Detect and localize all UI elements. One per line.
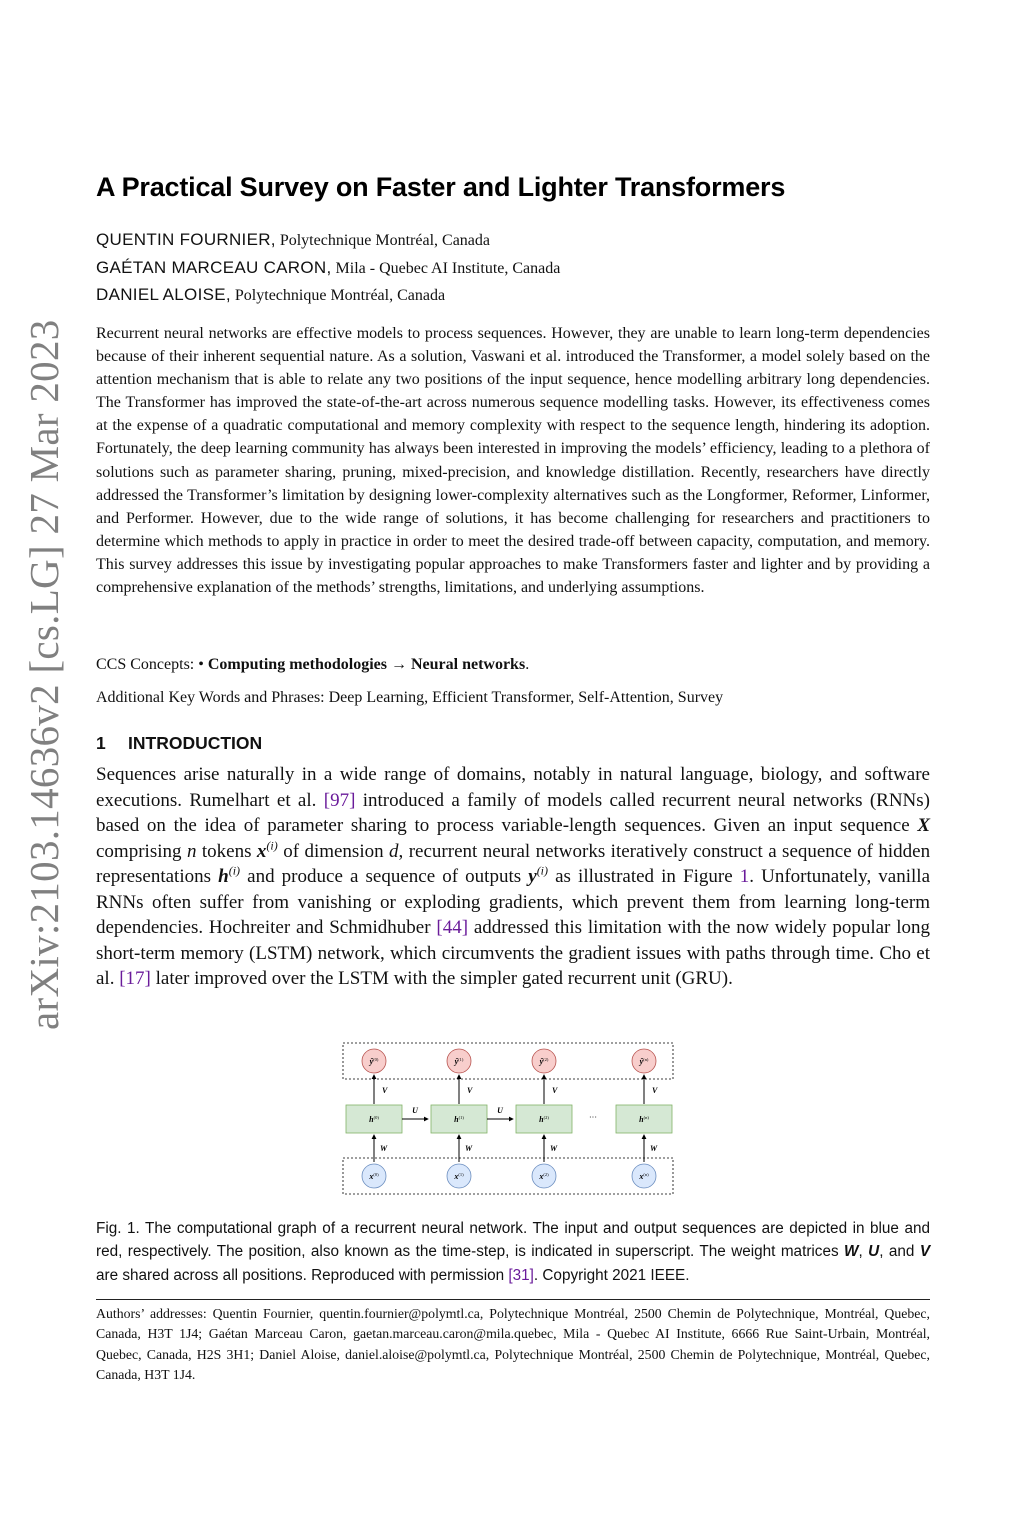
intro-paragraph: Sequences arise naturally in a wide range of domains, notably in natural language, biology, and software executions. Rumelhart et al. [97] introduced a family of models called recurrent neural networks (RNNs) based on the idea of parameter sharing to process variable-length sequences. Given an input sequence X comprising n tokens $x^{(i)}$ of dimension d, recurrent neural networks iteratively construct a sequence of hidden representations $h^{(i)}$ and produce a sequence of outputs $y^{(i)}$ as illustrated in Figure 1. Unfortunately, vanilla RNNs often suffer from vanishing or exploding gradients, which prevent them from learning long-term dependencies. Hochreiter and Schmidhuber [44] addressed this limitation with the now widely popular long short-term memory (LSTM) network, which circumvents the gradient issues with paths through time. Cho et al. [17] later improved over the LSTM with the simpler gated recurrent unit (GRU).: [96, 764, 931, 989]
citation-link[interactable]: [17]: [119, 968, 151, 989]
output-label: $ŷ^{(2)}$: [539, 1057, 549, 1066]
ccs-concept: Computing methodologies → Neural networks: [207, 656, 526, 673]
authors-addresses-footnote: Authors’ addresses: Quentin Fournier, quentin.fournier@polymtl.ca, Polytechnique Montréal, 2500 Chemin de Polytechnique, Montréal, Quebec, Canada, H3T 1J4; Gaétan Marceau Caron, gaetan.marceau.caron@mila.quebec, Mila - Quebec AI Institute, 6666 Rue Saint-Urbain, Montréal, Quebec, Canada, H2S 3H1; Daniel Aloise, daniel.aloise@polymtl.ca, Polytechnique Montréal, 2500 Chemin de Polytechnique, Montréal, Quebec, Canada, H3T 1J4.: [96, 1306, 930, 1382]
author-affiliation: Mila - Quebec AI Institute, Canada: [335, 260, 561, 277]
hidden-label: $h^{(0)}$: [369, 1115, 379, 1124]
ccs-concepts: [96, 656, 529, 674]
section-heading: [96, 733, 262, 754]
author-affiliation: Polytechnique Montréal, Canada: [279, 232, 490, 249]
ccs-end: .: [525, 656, 530, 673]
keywords: Additional Key Words and Phrases: Deep Learning, Efficient Transformer, Self-Attention, Survey: [96, 689, 724, 706]
weight-label-W: W: [550, 1144, 558, 1153]
math-d: d: [389, 840, 399, 862]
ellipsis: ···: [589, 1113, 597, 1122]
weight-label-U: U: [497, 1106, 503, 1115]
section-title: INTRODUCTION: [128, 733, 263, 753]
weight-label-V: V: [652, 1086, 658, 1095]
hidden-label: $h^{(2)}$: [539, 1115, 549, 1124]
input-label: $x^{(n)}$: [639, 1172, 649, 1181]
weight-label-U: U: [412, 1106, 418, 1115]
math-n: n: [186, 840, 197, 862]
hidden-label: $h^{(n)}$: [639, 1115, 649, 1124]
author-name: GAÉTAN MARCEAU CARON,: [96, 258, 332, 277]
weight-label-V: V: [552, 1086, 558, 1095]
output-label: $ŷ^{(1)}$: [454, 1057, 464, 1066]
citation-link[interactable]: [44]: [436, 917, 469, 938]
paper-title: A Practical Survey on Faster and Lighter Transformers: [96, 172, 786, 202]
output-label: $ŷ^{(n)}$: [639, 1057, 649, 1066]
ccs-label: CCS Concepts: •: [96, 656, 204, 673]
weight-label-V: V: [467, 1086, 473, 1095]
section-number: 1: [96, 733, 106, 753]
figure-link[interactable]: 1: [739, 866, 750, 887]
math-X: X: [917, 815, 931, 836]
author-affiliation: Polytechnique Montréal, Canada: [234, 287, 446, 304]
figure-caption: Fig. 1. The computational graph of a recurrent neural network. The input and output sequences are depicted in blue and red, respectively. The position, also known as the time-step, is indicated in superscript. The weight matrices W, U, and V are shared across all positions. Reproduced with permission [31]. Copyright 2021 IEEE.: [96, 1220, 931, 1284]
math-y: y: [528, 866, 537, 887]
author-name: DANIEL ALOISE,: [96, 285, 231, 304]
weight-label-W: W: [380, 1144, 388, 1153]
footnote-divider: [96, 1299, 930, 1300]
output-label: $ŷ^{(0)}$: [369, 1057, 379, 1066]
hidden-label: $h^{(1)}$: [454, 1115, 464, 1124]
arxiv-identifier: arXiv:2103.14636v2 [cs.LG] 27 Mar 2023: [21, 319, 67, 1030]
author-line: [96, 285, 445, 305]
math-x: x: [256, 840, 267, 862]
input-label: $x^{(2)}$: [539, 1172, 549, 1181]
input-label: $x^{(0)}$: [369, 1172, 379, 1181]
weight-label-W: W: [465, 1144, 473, 1153]
rnn-computational-graph: [342, 1040, 682, 1196]
input-label: $x^{(1)}$: [454, 1172, 464, 1181]
author-line: [96, 230, 490, 250]
weight-label-W: W: [650, 1144, 658, 1153]
math-h: h: [218, 866, 229, 887]
weight-label-V: V: [382, 1086, 388, 1095]
abstract: Recurrent neural networks are effective models to process sequences. However, they are unable to learn long-term dependencies because of their inherent sequential nature. As a solution, Vaswani et al. introduced the Transformer, a model solely based on the attention mechanism that is able to relate any two positions of the input sequence, hence modelling arbitrary long dependencies. The Transformer has improved the state-of-the-art across numerous sequence modelling tasks. However, its effectiveness comes at the expense of a quadratic computational and memory complexity with respect to the sequence length, hindering its adoption. Fortunately, the deep learning community has always been interested in improving the models’ efficiency, leading to a plethora of solutions such as parameter sharing, pruning, mixed-precision, and knowledge distillation. Recently, researchers have directly addressed the Transformer’s limitation by designing lower-complexity alternatives such as the Longformer, Reformer, Linformer, and Performer. However, due to the wide range of solutions, it has become challenging for researchers and practitioners to determine which methods to apply in practice in order to meet the desired trade-off between capacity, computation, and memory. This survey addresses this issue by investigating popular approaches to make Transformers faster and lighter and by providing a comprehensive explanation of the methods’ strengths, limitations, and underlying assumptions.: [96, 325, 930, 597]
citation-link[interactable]: [31]: [508, 1266, 534, 1284]
author-name: QUENTIN FOURNIER,: [96, 230, 276, 249]
output-sequence-box: [343, 1043, 673, 1079]
input-sequence-box: [343, 1158, 673, 1194]
citation-link[interactable]: [97]: [323, 789, 356, 811]
author-line: [96, 258, 560, 278]
